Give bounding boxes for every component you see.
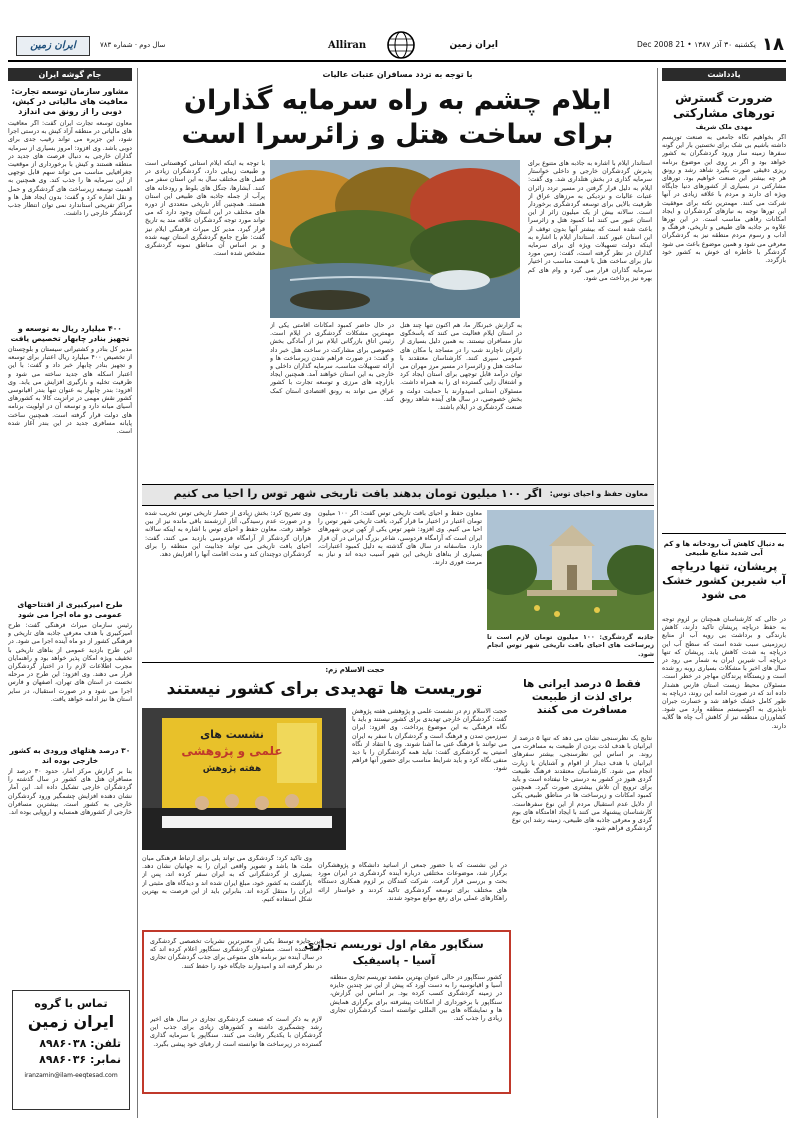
note-byline: مهدی ملک شریف [695, 123, 753, 131]
note-title: ضرورت گسترش تورهای مشارکتی [672, 91, 775, 120]
lead-headline-2: برای ساخت هتل و زائرسرا است [181, 119, 614, 150]
lead-kicker: با توجه به تردد مسافران عتبات عالیات [322, 70, 473, 79]
singapore-body-col3: لازم به ذکر است که صنعت گردشگری تجاری در سال های اخیر رشد چشمگیری داشته و کشورهای زیادی برای جذب این گردشگران با یکدیگر رقابت می کنند. سنگاپور با سرمایه گذاری گسترده در زیرساخت ها توانسته است از رقبای خود پیشی بگیرد. [150, 1016, 322, 1048]
contact-box [12, 990, 130, 1110]
chabahar-body: مدیر کل بنادر و کشتیرانی سیستان و بلوچستان از تخصیص ۴۰۰ میلیارد ریال اعتبار برای توسعه و تجهیز بنادر چابهار خبر داد و گفت: با این اعتبار اسکله های جدید ساخته می شود و ظرفیت تخلیه و بارگیری افزایش می یابد. وی افزود: بندر چابهار به عنوان تنها بندر اقیانوسی کشور نقش مهمی در ترانزیت کالا به کشورهای آسیای میانه دارد و توسعه آن در اولویت برنامه های دولت قرار گرفته است. همچنین ساخت پایانه مسافری جدید در این بندر آغاز شده است. [8, 346, 132, 436]
tourism-body-col3: در این نشست که با حضور جمعی از اساتید دانشگاه و پژوهشگران برگزار شد، موضوعات مختلفی درباره آینده گردشگری در ایران مورد بحث و بررسی قرار گرفت. شرکت کنندگان بر لزوم همکاری دستگاه های مختلف برای توسعه گردشگری تاکید کردند و خواستار ارائه راهکارهای عملی برای رفع موانع موجود شدند. [318, 862, 507, 902]
parishan-body: در حالی که کارشناسان همچنان بر لزوم توجه به حفظ دریاچه پریشان تاکید دارند، کاهش بارندگی و برداشت بی رویه آب از منابع زیرزمینی سبب شده است که سطح آب این دریاچه به شدت کاهش یابد. پریشان که تنها دریاچه آب شیرین ایران به شمار می رود در سال های اخیر با مشکلات بسیاری روبه رو شده است و زیستگاه پرندگان مهاجر در خطر است. مسئولان محیط زیست استان فارس هشدار داده اند که در صورت ادامه این روند، دریاچه به طور کامل خشک خواهد شد و خسارت جبران ناپذیری به اکوسیستم منطقه وارد می شود. کشاورزان منطقه نیز از کاهش آب چاه ها گلایه دارند. [662, 616, 786, 730]
left-headline: مشاور سازمان توسعه تجارت: معافیت های مالیاتی در کیش، دوبی را از رونق می اندازد [11, 87, 129, 116]
tus-body-col1: معاون حفظ و احیای بافت تاریخی توس گفت: اگر ۱۰۰ میلیون تومان اعتبار در اختیار ما قرار گیرد، بافت تاریخی شهر توس را احیا می کنیم. وی افزود: شهر توس یکی از کهن ترین شهرهای ایران است که آرامگاه فردوسی، شاعر بزرگ ایرانی در آن قرار دارد. متاسفانه در سال های گذشته به دلیل کمبود اعتبارات، بسیاری از بناهای تاریخی این شهر آسیب دیده اند و نیاز به مرمت فوری دارند. [318, 510, 482, 567]
lead-body-col4: در حال حاضر کمبود امکانات اقامتی یکی از مهمترین مشکلات گردشگری در ایلام است. رئیس اتاق بازرگانی ایلام نیز از آمادگی بخش خصوصی برای مشارکت در ساخت هتل خبر داد و گفت: در صورت فراهم شدن زیرساخت ها و ارائه تسهیلات مناسب، سرمایه گذاران داخلی و خارجی به این استان خواهند آمد. همچنین ایجاد بازارچه های مرزی و توسعه تجارت با کشور عراق می تواند به رونق اقتصادی استان کمک کند. [270, 322, 394, 403]
issue-line: سال دوم · شماره ۷۸۳ [100, 41, 166, 49]
column-rule [657, 68, 658, 1118]
singapore-headline-1: سنگاپور مقام اول توریسم تجاری [304, 938, 484, 951]
tus-banner [142, 484, 654, 506]
fax-row [13, 1053, 121, 1066]
tourism-headline: توریست ها تهدیدی برای کشور نیستند [166, 679, 483, 699]
tus-body-col2: وی تصریح کرد: بخش زیادی از حصار تاریخی توس تخریب شده و در صورت عدم رسیدگی، آثار ارزشمند باقی مانده نیز از بین خواهد رفت. معاون حفظ و احیای توس با اشاره به اینکه سالانه هزاران گردشگر از آرامگاه فردوسی بازدید می کنند، گفت: احیای بافت تاریخی می تواند جذابیت این منطقه را برای گردشگران دوچندان کند و مدت اقامت آنها را افزایش دهد. [145, 510, 311, 559]
left-column [8, 68, 132, 1118]
amirkabir-body: رئیس سازمان میراث فرهنگی گفت: طرح امیرکبیری با هدف معرفی جاذبه های تاریخی و فرهنگی کشور از دو ماه آینده اجرا می شود. در این طرح بازدید عمومی از بناهای تاریخی با تخفیف ویژه امکان پذیر خواهد بود و راهنمایان مجرب اطلاعات لازم را در اختیار گردشگران قرار می دهند. وی افزود: این طرح در مرحله نخست در استان های تهران، اصفهان و فارس اجرا می شود و در صورت استقبال، در سایر استان ها نیز ادامه خواهد یافت. [8, 622, 132, 703]
lead-body-col3: به گزارش خبرنگار ما، هم اکنون تنها چند هتل در استان ایلام فعالیت می کنند که پاسخگوی نیاز مسافران نیستند. به همین دلیل بسیاری از زائران ناچارند شب را در مساجد یا مکان های عمومی سپری کنند. کارشناسان معتقدند با ساخت هتل و زائرسرا در مسیر مرز مهران می توان درآمد قابل توجهی برای استان ایجاد کرد و اشتغال زایی گسترده ای را به همراه داشت. مسئولان استانی امیدوارند با حمایت دولت و بخش خصوصی، در سال های آینده شاهد رونق صنعت گردشگری در ایلام باشند. [400, 322, 522, 412]
lead-body-col1: استاندار ایلام با اشاره به جاذبه های متنوع برای پذیرش گردشگران خارجی و داخلی خواستار سرمایه گذاری در بخش هتلداری شد. وی گفت: ایلام به دلیل قرار گرفتن در مسیر تردد زائران عتبات عالیات و نزدیکی به مرزهای عراق از ظرفیت بالایی برای توسعه گردشگری برخوردار است. سالانه بیش از یک میلیون زائر از این استان عبور می کنند اما کمبود هتل و زائرسرا باعث شده است که بیشتر آنها بدون توقف از این استان عبور کنند. استاندار ایلام با اشاره به اینکه دولت تسهیلات ویژه ای برای سرمایه گذاران در نظر گرفته است، گفت: زمین مورد نیاز برای ساخت هتل با قیمت مناسب در اختیار سرمایه گذاران قرار می گیرد و وام های کم بهره نیز پرداخت می شود. [528, 160, 652, 282]
photo-sign-line1: نشست های [200, 728, 264, 741]
masthead [8, 30, 786, 62]
lead-photo [270, 160, 520, 318]
tourism-body-col2: وی تاکید کرد: گردشگری می تواند پلی برای ارتباط فرهنگی میان ملت ها باشد و تصویر واقعی ایران را به جهانیان نشان دهد. بسیاری از گردشگرانی که به ایران سفر کرده اند، پس از بازگشت به کشور خود، مبلغ ایران شده اند و دیدگاه های مثبتی از ایران را منتقل کرده اند. بنابراین باید از این فرصت به بهترین شکل استفاده کنیم. [142, 855, 312, 904]
parishan-kicker: به دنبال کاهش آب رودخانه ها و کم آبی شدید منابع طبیعی [663, 540, 785, 557]
iranians-body: نتایج یک نظرسنجی نشان می دهد که تنها ۵ درصد از ایرانیان با هدف لذت بردن از طبیعت به مسافرت می روند. بر اساس این نظرسنجی، بیشتر سفرهای ایرانیان با هدف دیدار از اقوام و آشنایان یا زیارت انجام می شود. کارشناسان معتقدند فرهنگ طبیعت گردی هنوز در کشور به درستی جا نیفتاده است و باید برای ترویج آن تلاش بیشتری صورت گیرد. همچنین کمبود امکانات و زیرساخت ها در مناطق طبیعی یکی از دلایل عدم استقبال مردم از این نوع سفرهاست. کارشناسان پیشنهاد می کنند با ایجاد اقامتگاه های بوم گردی و معرفی جاذبه های طبیعی، زمینه رشد این نوع گردشگری فراهم شود. [512, 735, 652, 833]
fax-value: ۸۹۸۶۰۳۶ [39, 1053, 87, 1066]
contact-name: ایران زمین [27, 1012, 115, 1031]
column-rule [137, 68, 138, 1118]
paper-logo-text: ایران زمین [30, 40, 76, 51]
amirkabir-title: طرح امیرکبیری از افتتاحهای عمومی دو ماه اجرا می شود [17, 600, 123, 619]
note-body: اگر بخواهیم نگاه جامعی به صنعت توریسم داشته باشیم بی شک برای نخستین بار این گونه سفرها زمینه ساز ورود گردشگران به کشور خواهد بود و اگر بر روی این موضوع برنامه ریزی دقیقی صورت بگیرد شاهد رشد و رونق هر چه بیشتر این صنعت خواهیم بود. تورهای مشارکتی در بسیاری از کشورهای دنیا جایگاه ویژه ای دارند و مردم با علاقه زیادی در آنها شرکت می کنند. مهمترین نکته برای موفقیت این تورها توجه به نیازهای گردشگران و ایجاد امکانات رفاهی مناسب است. در این تورها علاوه بر جاذبه های طبیعی و تاریخی، فرهنگ و آداب و رسوم مردم منطقه نیز به گردشگران معرفی می شود و همین موضوع باعث می شود گردشگر با خاطره ای خوش به کشور خود بازگردد. [662, 134, 786, 265]
photo-sign-line2: علمی و پژوهشی [181, 744, 283, 758]
left-body: معاون توسعه تجارت ایران گفت: اگر معافیت های مالیاتی در منطقه آزاد کیش به درستی اجرا شود، این جزیره می تواند رقیب جدی برای دوبی باشد. وی افزود: امروز بسیاری از سرمایه گذاران خارجی به دنبال فرصت های جدید در منطقه هستند و کیش با برخورداری از موقعیت جغرافیایی مناسب می تواند سهم قابل توجهی از این سرمایه ها را جذب کند. وی همچنین به اهمیت توسعه زیرساخت های گردشگری و حمل و نقل اشاره کرد و گفت: بدون ایجاد هتل ها و مراکز تفریحی استاندارد نمی توان انتظار جذب گردشگر خارجی را داشت. [8, 120, 132, 218]
parishan-title: پریشان، تنها دریاچه آب شیرین کشور خشک می شود [662, 560, 786, 601]
paper-logo [16, 36, 90, 56]
lead-headline-1: ایلام چشم به راه سرمایه گذاران [183, 85, 612, 116]
tourism-body-col1: حجت الاسلام زم در نشست علمی و پژوهشی هفته پژوهش گفت: گردشگران خارجی تهدیدی برای کشور نیستند و باید با نگاه فرهنگی به این موضوع پرداخت. وی افزود: ایران سرزمین تمدن و فرهنگ است و گردشگران با سفر به ایران می توانند با فرهنگ غنی ما آشنا شوند. وی با انتقاد از نگاه امنیتی به گردشگری گفت: نباید همه گردشگران را با دید منفی نگاه کرد و باید شرایط مناسب برای حضور آنها فراهم شود. [352, 708, 507, 773]
globe-logo-icon [386, 30, 416, 60]
fax-label: نمابر: [89, 1053, 121, 1066]
hotels-title: ۳۰ درصد هتلهای ورودی به کشور خارجی بوده اند [9, 746, 131, 765]
tourism-byline: حجت الاسلام زم: [325, 666, 385, 674]
divider [142, 662, 654, 663]
tus-headline: اگر ۱۰۰ میلیون تومان بدهند بافت تاریخی شهر توس را احیا می کنیم [173, 487, 542, 500]
phone-label: تلفن: [90, 1037, 121, 1050]
contact-email[interactable]: iranzamin@ilam-eeqtesad.com [24, 1072, 118, 1079]
singapore-box [142, 930, 511, 1094]
lead-body-col2: با توجه به اینکه ایلام استانی کوهستانی است و طبیعت زیبایی دارد، گردشگران زیادی در فصل های مختلف سال به این استان سفر می کنند. آبشارها، جنگل های بلوط و رودخانه های پرآب از جمله جاذبه های طبیعی این استان هستند. همچنین آثار تاریخی متعددی از دوره های مختلف در این استان وجود دارد که می تواند مورد توجه گردشگران علاقه مند به تاریخ قرار گیرد. مدیر کل میراث فرهنگی ایلام نیز گفت: طرح جامع گردشگری استان تهیه شده و بر اساس آن مناطق نمونه گردشگری مشخص شده است. [145, 160, 265, 258]
singapore-body-col2: این جایزه توسط یکی از معتبرترین نشریات تخصصی گردشگری اعطا شده است. مسئولان گردشگری سنگاپور اعلام کرده اند که در سال آینده نیز برنامه های متنوعی برای جذب گردشگران تجاری در نظر گرفته اند و امیدوارند جایگاه خود را حفظ کنند. [150, 938, 322, 970]
iranians-headline: فقط ۵ درصد ایرانی ها برای لذت از طبیعت مسافرت می کنند [523, 678, 641, 716]
paper-latin: Alliran [328, 40, 367, 51]
singapore-headline-2: آسیا - پاسیفیک [352, 954, 436, 967]
page-number: ۱۸ [762, 34, 784, 55]
tourism-photo [142, 708, 346, 850]
tus-byline: معاون حفظ و احیای توس: [549, 489, 648, 498]
tus-photo [487, 510, 654, 630]
date-line: یکشنبه ۳۰ آذر ۱۳۸۷ • 21 Dec 2008 [637, 40, 756, 49]
divider [662, 533, 786, 534]
hotels-body: بنا بر گزارش مرکز آمار، حدود ۳۰ درصد از مسافران هتل های کشور در سال گذشته را گردشگران خارجی تشکیل داده اند. این آمار نشان دهنده افزایش چشمگیر ورود گردشگران خارجی به کشور است. بیشترین مسافران خارجی از کشورهای همسایه و اروپایی بوده اند. [8, 768, 132, 817]
tus-caption: جاذبه گردشگری: ۱۰۰ میلیون تومان لازم است تا زیرساخت های احیای بافت تاریخی شهر توس انجام شود. [487, 633, 654, 658]
chabahar-title: ۴۰۰ میلیارد ریال به توسعه و تجهیز بنادر چابهار تخصیص یافت [10, 324, 130, 343]
left-section-label: جام گوشه ایران [8, 68, 132, 81]
photo-sign-line3: هفته پژوهش [202, 764, 262, 774]
note-section-label: یادداشت [662, 68, 786, 81]
singapore-body-col1: کشور سنگاپور در حالی عنوان بهترین مقصد توریسم تجاری منطقه آسیا و اقیانوسیه را به دست آورد که پیش از این نیز چندین جایزه در زمینه گردشگری کسب کرده بود. بر اساس این گزارش، سنگاپور با برخورداری از امکانات پیشرفته برای برگزاری همایش ها و نمایشگاه های بین المللی توانسته است گردشگران تجاری زیادی را جذب کند. [330, 974, 502, 1023]
phone-value: ۸۹۸۶۰۳۸ [39, 1037, 87, 1050]
contact-title: تماس با گروه [34, 997, 108, 1010]
paper-name: ایران زمین [449, 40, 498, 50]
note-column [662, 68, 786, 1118]
phone-row [13, 1037, 121, 1050]
